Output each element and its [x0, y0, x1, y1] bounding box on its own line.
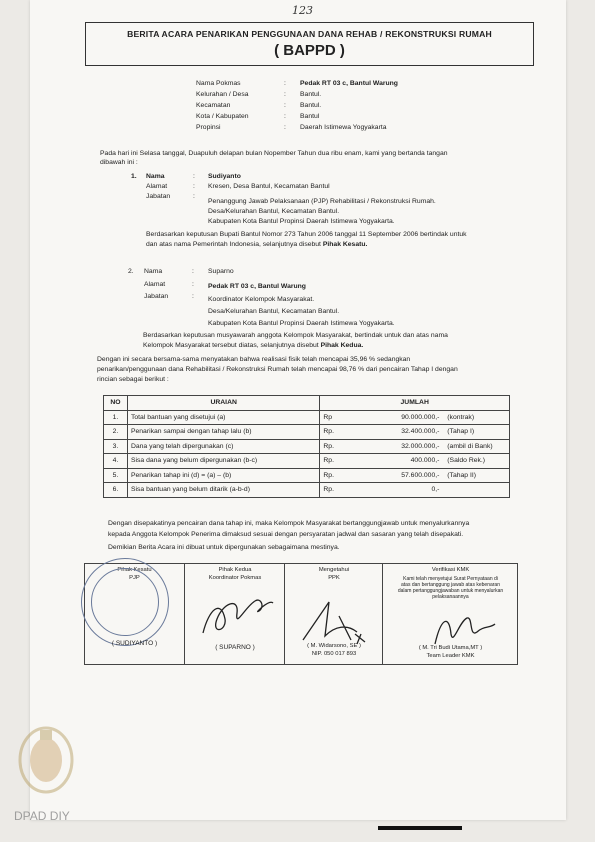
row-amount-cell — [320, 439, 510, 454]
person-field-label: Nama — [144, 268, 163, 275]
row-uraian: Penarikan sampai dengan tahap lalu (b) — [127, 425, 319, 440]
sig-text: Kami telah menyetujui Surat Pernyataan di — [403, 576, 498, 582]
person-field-label: Alamat — [146, 183, 168, 190]
person-number: 1. — [131, 173, 137, 180]
basis-text: dan atas nama Pemerintah Indonesia, selanjutnya disebut — [146, 241, 321, 248]
sig-role: Koordinator Pokmas — [208, 575, 262, 581]
realization-line: Dengan ini secara bersama-sama menyatakan bahwa realisasi fisik telah mencapai 35,96 % sedangkan — [97, 356, 411, 363]
person-name: Suparno — [208, 268, 234, 275]
person-position: Penanggung Jawab Pelaksanaan (PJP) Rehabilitasi / Rekonstruksi Rumah. — [208, 198, 436, 205]
person-position: Koordinator Kelompok Masyarakat. — [208, 296, 315, 303]
row-note: (Tahap I) — [447, 428, 475, 436]
colon: : — [193, 173, 195, 180]
table-row — [104, 439, 510, 454]
signature-scribble — [299, 596, 371, 646]
person-field-label: Jabatan — [146, 193, 171, 200]
info-colon: : — [284, 80, 286, 87]
row-amount-cell — [320, 454, 510, 469]
table-row — [104, 410, 510, 425]
signature-mengetahui — [284, 564, 383, 664]
colon: : — [193, 193, 195, 200]
person-field-label: Jabatan — [144, 293, 169, 300]
sig-role: PPK — [328, 575, 340, 581]
info-value: Bantul — [300, 113, 320, 120]
closing-line: Dengan disepakatinya pencairan dana tahap ini, maka Kelompok Masyarakat bertanggungjawab untuk menyalurkannya — [108, 520, 470, 527]
info-label: Nama Pokmas — [196, 80, 241, 87]
sig-role: Team Leader KMK — [426, 653, 475, 659]
row-currency: Rp. — [323, 442, 334, 450]
table-row — [104, 483, 510, 498]
info-colon: : — [284, 113, 286, 120]
info-colon: : — [284, 91, 286, 98]
sig-title: Mengetahui — [318, 567, 350, 573]
row-no: 4. — [104, 454, 128, 469]
row-currency: Rp. — [323, 486, 334, 494]
signature-verifikasi — [382, 564, 518, 664]
row-amount: 400.000,- — [410, 457, 440, 465]
row-currency: Rp. — [323, 428, 334, 436]
row-amount-cell — [320, 425, 510, 440]
signature-pihak-kedua — [184, 564, 285, 664]
realization-line: rincian sebagai berikut : — [97, 376, 169, 383]
person-name: Sudiyanto — [208, 173, 241, 180]
row-note: (kontrak) — [447, 413, 475, 421]
row-amount: 32.000.000,- — [401, 442, 440, 450]
info-label: Kecamatan — [196, 102, 231, 109]
row-uraian: Sisa dana yang belum dipergunakan (b-c) — [127, 454, 319, 469]
info-colon: : — [284, 102, 286, 109]
info-value: Daerah Istimewa Yogyakarta — [300, 124, 387, 131]
table-row — [104, 468, 510, 483]
handwritten-page-number: 123 — [292, 4, 313, 17]
colon: : — [193, 183, 195, 190]
basis-line — [146, 240, 367, 249]
party-label: Pihak Kedua. — [320, 342, 364, 349]
row-amount: 57.600.000,- — [401, 471, 440, 479]
sig-text: atas dan bertanggung jawab atas kebenaran — [401, 582, 500, 588]
fund-table — [103, 395, 510, 498]
person-position: Desa/Kelurahan Bantul, Kecamatan Bantul. — [208, 208, 340, 215]
colon: : — [192, 281, 194, 288]
row-currency: Rp. — [323, 471, 334, 479]
document-subtitle: ( BAPPD ) — [274, 42, 345, 59]
closing-line: kepada Anggota Kelompok Penerima dimaksud sesuai dengan persyaratan jadwal dan sasaran yang telah disepakati. — [108, 531, 464, 538]
row-uraian: Dana yang telah dipergunakan (c) — [127, 439, 319, 454]
signature-table — [84, 563, 518, 665]
table-header-row — [104, 396, 510, 411]
intro-line: dibawah ini : — [100, 159, 138, 166]
row-note: (ambil di Bank) — [447, 442, 493, 450]
row-note: (Saldo Rek.) — [447, 457, 486, 465]
closing-line: Demikian Berita Acara ini dibuat untuk dipergunakan sebagaimana mestinya. — [108, 544, 340, 551]
sig-title: Pihak Kesatu — [117, 567, 152, 573]
row-no: 6. — [104, 483, 128, 498]
realization-line: penarikan/penggunaan dana Rehabilitasi / Rekonstruksi Rumah telah mencapai 98,76 % dari pencairan Tahap I dengan — [97, 366, 458, 373]
person-field-label: Nama — [146, 173, 165, 180]
row-amount-cell — [320, 410, 510, 425]
basis-line: Berdasarkan keputusan Bupati Bantul Nomor 273 Tahun 2006 tanggal 11 September 2006 bertindak untuk — [146, 231, 467, 238]
row-no: 1. — [104, 410, 128, 425]
row-currency: Rp — [323, 413, 333, 421]
sig-text: pelaksanaannya — [432, 594, 469, 600]
sig-role: PJP — [129, 575, 140, 581]
row-amount: 90.000.000,- — [401, 413, 440, 421]
row-no: 2. — [104, 425, 128, 440]
row-uraian: Total bantuan yang disetujui (a) — [127, 410, 319, 425]
person-position: Desa/Kelurahan Bantul, Kecamatan Bantul. — [208, 308, 340, 315]
sig-title: Pihak Kedua — [218, 567, 252, 573]
row-note: (Tahap II) — [447, 471, 476, 479]
signature-scribble — [199, 589, 275, 641]
signature-pihak-kesatu — [85, 564, 184, 664]
person-position: Kabupaten Kota Bantul Propinsi Daerah Istimewa Yogyakarta. — [208, 218, 395, 225]
row-amount-cell — [320, 468, 510, 483]
info-value: Pedak RT 03 c, Bantul Warung — [300, 80, 398, 87]
party-label: Pihak Kesatu. — [322, 241, 368, 248]
dpad-emblem-icon — [14, 724, 78, 798]
info-label: Propinsi — [196, 124, 221, 131]
info-value: Bantul. — [300, 102, 322, 109]
person-address: Kresen, Desa Bantul, Kecamatan Bantul — [208, 183, 330, 190]
header-jumlah: JUMLAH — [320, 396, 510, 411]
sig-text: dalam pertanggungjawaban untuk menyalurkan — [397, 588, 504, 594]
colon: : — [192, 293, 194, 300]
document-page — [30, 0, 566, 820]
info-colon: : — [284, 124, 286, 131]
row-amount: 32.400.000,- — [401, 428, 440, 436]
sig-name: ( SUPARNO ) — [215, 644, 255, 651]
header-no: NO — [104, 396, 128, 411]
header-uraian: URAIAN — [127, 396, 319, 411]
row-no: 5. — [104, 468, 128, 483]
signature-scribble — [429, 608, 499, 648]
table-row — [104, 454, 510, 469]
intro-line: Pada hari ini Selasa tanggal, Duapuluh delapan bulan Nopember Tahun dua ribu enam, kami yang bertanda tangan — [100, 150, 448, 157]
info-value: Bantul. — [300, 91, 322, 98]
official-stamp-inner — [91, 568, 159, 636]
basis-line: Berdasarkan keputusan musyawarah anggota Kelompok Masyarakat, bertindak untuk dan atas nama — [143, 332, 448, 339]
row-no: 3. — [104, 439, 128, 454]
row-currency: Rp. — [323, 457, 334, 465]
basis-line — [143, 341, 363, 350]
sig-name: ( M. Widarsono, SE ) — [307, 643, 361, 649]
bottom-bar — [378, 826, 462, 830]
person-number: 2. — [128, 268, 134, 275]
row-uraian: Penarikan tahap ini (d) = (a) – (b) — [127, 468, 319, 483]
title-box — [85, 22, 534, 66]
person-position: Kabupaten Kota Bantul Propinsi Daerah Istimewa Yogyakarta. — [208, 320, 395, 327]
colon: : — [192, 268, 194, 275]
sig-title: Verifikasi KMK — [431, 567, 470, 573]
info-label: Kota / Kabupaten — [196, 113, 249, 120]
info-label: Kelurahan / Desa — [196, 91, 249, 98]
watermark-text: DPAD DIY — [14, 809, 70, 823]
document-title: BERITA ACARA PENARIKAN PENGGUNAAN DANA REHAB / REKONSTRUKSI RUMAH — [127, 29, 492, 39]
table-row — [104, 425, 510, 440]
person-address: Pedak RT 03 c, Bantul Warung — [208, 283, 306, 290]
row-uraian: Sisa bantuan yang belum ditarik (a-b-d) — [127, 483, 319, 498]
sig-name: ( M. Tri Budi Utama,MT ) — [418, 645, 483, 651]
row-amount-cell — [320, 483, 510, 498]
basis-text: Kelompok Masyarakat tersebut diatas, selanjutnya disebut — [143, 342, 319, 349]
sig-nip: NIP. 050 017 893 — [311, 651, 357, 657]
row-amount: 0,- — [431, 486, 440, 494]
sig-name: ( SUDIYANTO ) — [111, 640, 158, 647]
person-field-label: Alamat — [144, 281, 166, 288]
